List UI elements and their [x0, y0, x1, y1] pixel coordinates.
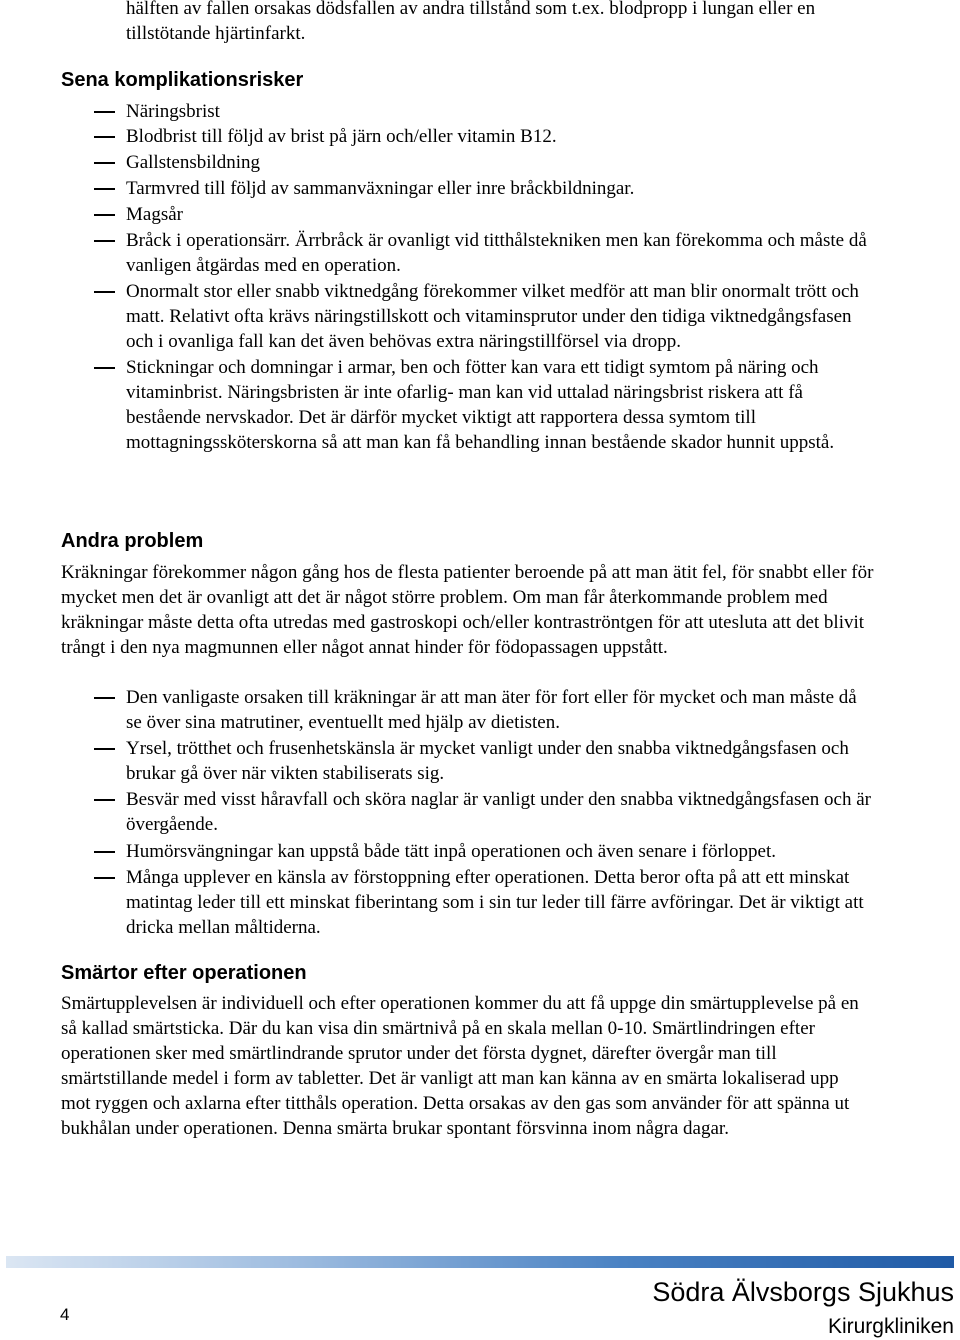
footer-bar	[6, 1256, 954, 1268]
pain-heading: Smärtor efter operationen	[61, 962, 307, 984]
dash-bullet-icon	[94, 697, 115, 699]
list-item: Bråck i operationsärr. Ärrbråck är ovanligt vid titthålstekniken men kan förekomma och måste då vanligen åtgärdas med en operation.	[0, 228, 871, 278]
pain-paragraph: Smärtupplevelsen är individuell och efter operationen kommer du att få uppge din smärtupplevelse på en så kallad smärtsticka. Där du kan visa din smärtnivå på en skala mellan 0-10. Smärtlindringen efter operationen sker med smärtlindrande sprutor under det första dygnet, därefter övergår man till smärtstillande medel i form av tabletter. Det är vanligt att man kan känna av en smärta lokaliserad upp mot ryggen och axlarna efter titthåls operation. Detta orsakas av den gas som använder för att spänna ut bukhålan under operationen. Denna smärta brukar spontant försvinna inom några dagar.	[61, 993, 859, 1139]
list-item: Tarmvred till följd av sammanväxningar eller inre bråckbildningar.	[0, 176, 871, 201]
list-item: Besvär med visst håravfall och sköra naglar är vanligt under den snabba viktnedgångsfasen och är övergående.	[0, 787, 871, 837]
list-item: Blodbrist till följd av brist på järn och/eller vitamin B12.	[0, 124, 871, 149]
dash-bullet-icon	[94, 799, 115, 801]
list-item: Humörsvängningar kan uppstå både tätt inpå operationen och även senare i förloppet.	[0, 839, 896, 864]
list-item: Gallstensbildning	[0, 150, 871, 175]
dash-bullet-icon	[94, 136, 115, 138]
list-item: Yrsel, trötthet och frusenhetskänsla är mycket vanligt under den snabba viktnedgångsfasen och brukar gå över när vikten stabiliserats sig.	[0, 736, 871, 786]
dash-bullet-icon	[94, 851, 115, 853]
late-complications-list	[0, 99, 960, 455]
organization-name: Södra Älvsborgs Sjukhus	[652, 1277, 954, 1307]
dash-bullet-icon	[94, 748, 115, 750]
page-number: 4	[60, 1305, 70, 1324]
other-problems-list	[0, 685, 960, 940]
other-problems-heading: Andra problem	[61, 530, 204, 552]
list-item: Onormalt stor eller snabb viktnedgång förekommer vilket medför att man blir onormalt trött och matt. Relativt ofta krävs näringstillskott och vitaminsprutor under den tidiga viktnedgångsfasen och i ovanliga fall kan det även behövas extra näringstillförsel via dropp.	[0, 279, 871, 354]
dash-bullet-icon	[94, 188, 115, 190]
dash-bullet-icon	[94, 367, 115, 369]
late-complications-heading: Sena komplikationsrisker	[61, 69, 304, 91]
intro-continuation: hälften av fallen orsakas dödsfallen av andra tillstånd som t.ex. blodpropp i lungan eller en tillstötande hjärtinfarkt.	[126, 0, 816, 44]
organization-logo	[652, 1276, 954, 1340]
dash-bullet-icon	[94, 240, 115, 242]
list-item: Magsår	[0, 202, 871, 227]
list-item: Näringsbrist	[0, 99, 871, 124]
list-item: Den vanligaste orsaken till kräkningar är att man äter för fort eller för mycket och man måste då se över sina matrutiner, eventuellt med hjälp av dietisten.	[0, 685, 871, 735]
list-item: Stickningar och domningar i armar, ben och fötter kan vara ett tidigt symtom på näring och vitaminbrist. Näringsbristen är inte ofarlig- man kan vid uttalad näringsbrist riskera att få bestående nervskador. Det är därför mycket viktigt att rapportera dessa symtom till mottagningssköterskorna så att man kan få behandling innan bestående skador hunnit uppstå.	[0, 355, 871, 455]
dash-bullet-icon	[94, 162, 115, 164]
department-name: Kirurgkliniken	[827, 1315, 954, 1338]
dash-bullet-icon	[94, 291, 115, 293]
list-item: Många upplever en känsla av förstoppning efter operationen. Detta beror ofta på att ett minskat matintag leder till ett minskat fiberintang som i sin tur leder till färre avföringar. Det är viktigt att dricka mellan måltiderna.	[0, 865, 871, 940]
dash-bullet-icon	[94, 214, 115, 216]
dash-bullet-icon	[94, 111, 115, 113]
other-problems-paragraph: Kräkningar förekommer någon gång hos de flesta patienter beroende på att man ätit fel, för snabbt eller för mycket men det är ovanligt att det är något större problem. Om man får återkommande problem med kräkningar måste detta ofta utredas med gastroskopi och/eller kontraströntgen för att utesluta att det blivit trångt i den nya magmunnen eller något annat hinder för födopassagen uppstått.	[61, 562, 874, 658]
dash-bullet-icon	[94, 877, 115, 879]
